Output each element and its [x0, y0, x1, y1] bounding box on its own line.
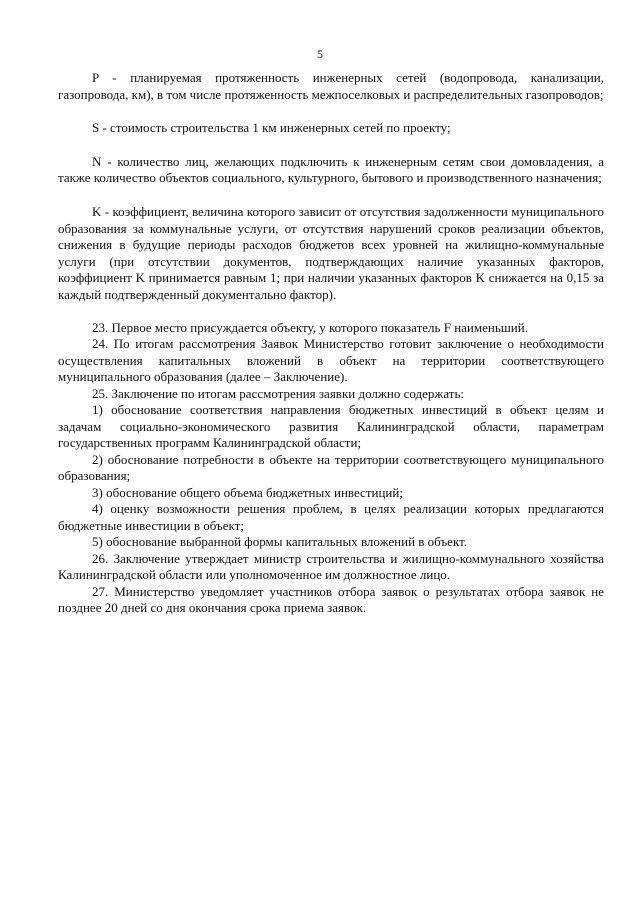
- clause-25-item-1: 1) обоснование соответствия направления бюджетных инвестиций в объект целям и задачам социально-экономического развития Калининградской области, параметрам государственных программ Калининградской области;: [58, 402, 604, 450]
- clause-25-item-4: 4) оценку возможности решения проблем, в целях реализации которых предлагаются бюджетные инвестиции в объект;: [58, 501, 604, 533]
- clause-27: 27. Министерство уведомляет участников отбора заявок о результатах отбора заявок не позднее 20 дней со дня окончания срока приема заявок.: [58, 583, 604, 615]
- definition-p: P - планируемая протяженность инженерных сетей (водопровода, канализации, газопровода, км), в том числе протяженность межпоселковых и распределительных газопроводов;: [58, 70, 604, 102]
- definition-k: K - коэффициент, величина которого зависит от отсутствия задолженности муниципального образования за коммунальные услуги, от отсутствия нарушений сроков реализации объектов, снижения в будущие периоды расходов бюджетов всех уровней на жилищно-коммунальные услуги (при отсутствии документов, подтверждающих наличие указанных факторов, коэффициент K принимается равным 1; при наличии указанных факторов K снижается на 0,15 за каждый подтвержденный документально фактор).: [58, 204, 604, 302]
- definition-s: S - стоимость строительства 1 км инженерных сетей по проекту;: [92, 119, 451, 135]
- clause-23: 23. Первое место присуждается объекту, у которого показатель F наименьший.: [92, 319, 528, 335]
- clause-25: 25. Заключение по итогам рассмотрения заявки должно содержать:: [92, 385, 464, 401]
- page-number: 5: [317, 47, 323, 61]
- clause-25-item-2: 2) обоснование потребности в объекте на территории соответствующего муниципального образования;: [58, 451, 604, 483]
- document-body: [58, 70, 604, 617]
- clause-24: 24. По итогам рассмотрения Заявок Министерство готовит заключение о необходимости осуществления капитальных вложений в объект на территории соответствующего муниципального образования (далее – Заключение).: [58, 336, 604, 384]
- definition-n: N - количество лиц, желающих подключить к инженерным сетям свои домовладения, а также количество объектов социального, культурного, бытового и производственного назначения;: [58, 153, 604, 185]
- clause-25-item-5: 5) обоснование выбранной формы капитальных вложений в объект.: [92, 534, 468, 549]
- clause-25-item-3: 3) обоснование общего объема бюджетных инвестиций;: [92, 484, 403, 500]
- clause-26: 26. Заключение утверждает министр строительства и жилищно-коммунального хозяйства Калининградской области или уполномоченное им должностное лицо.: [58, 550, 604, 582]
